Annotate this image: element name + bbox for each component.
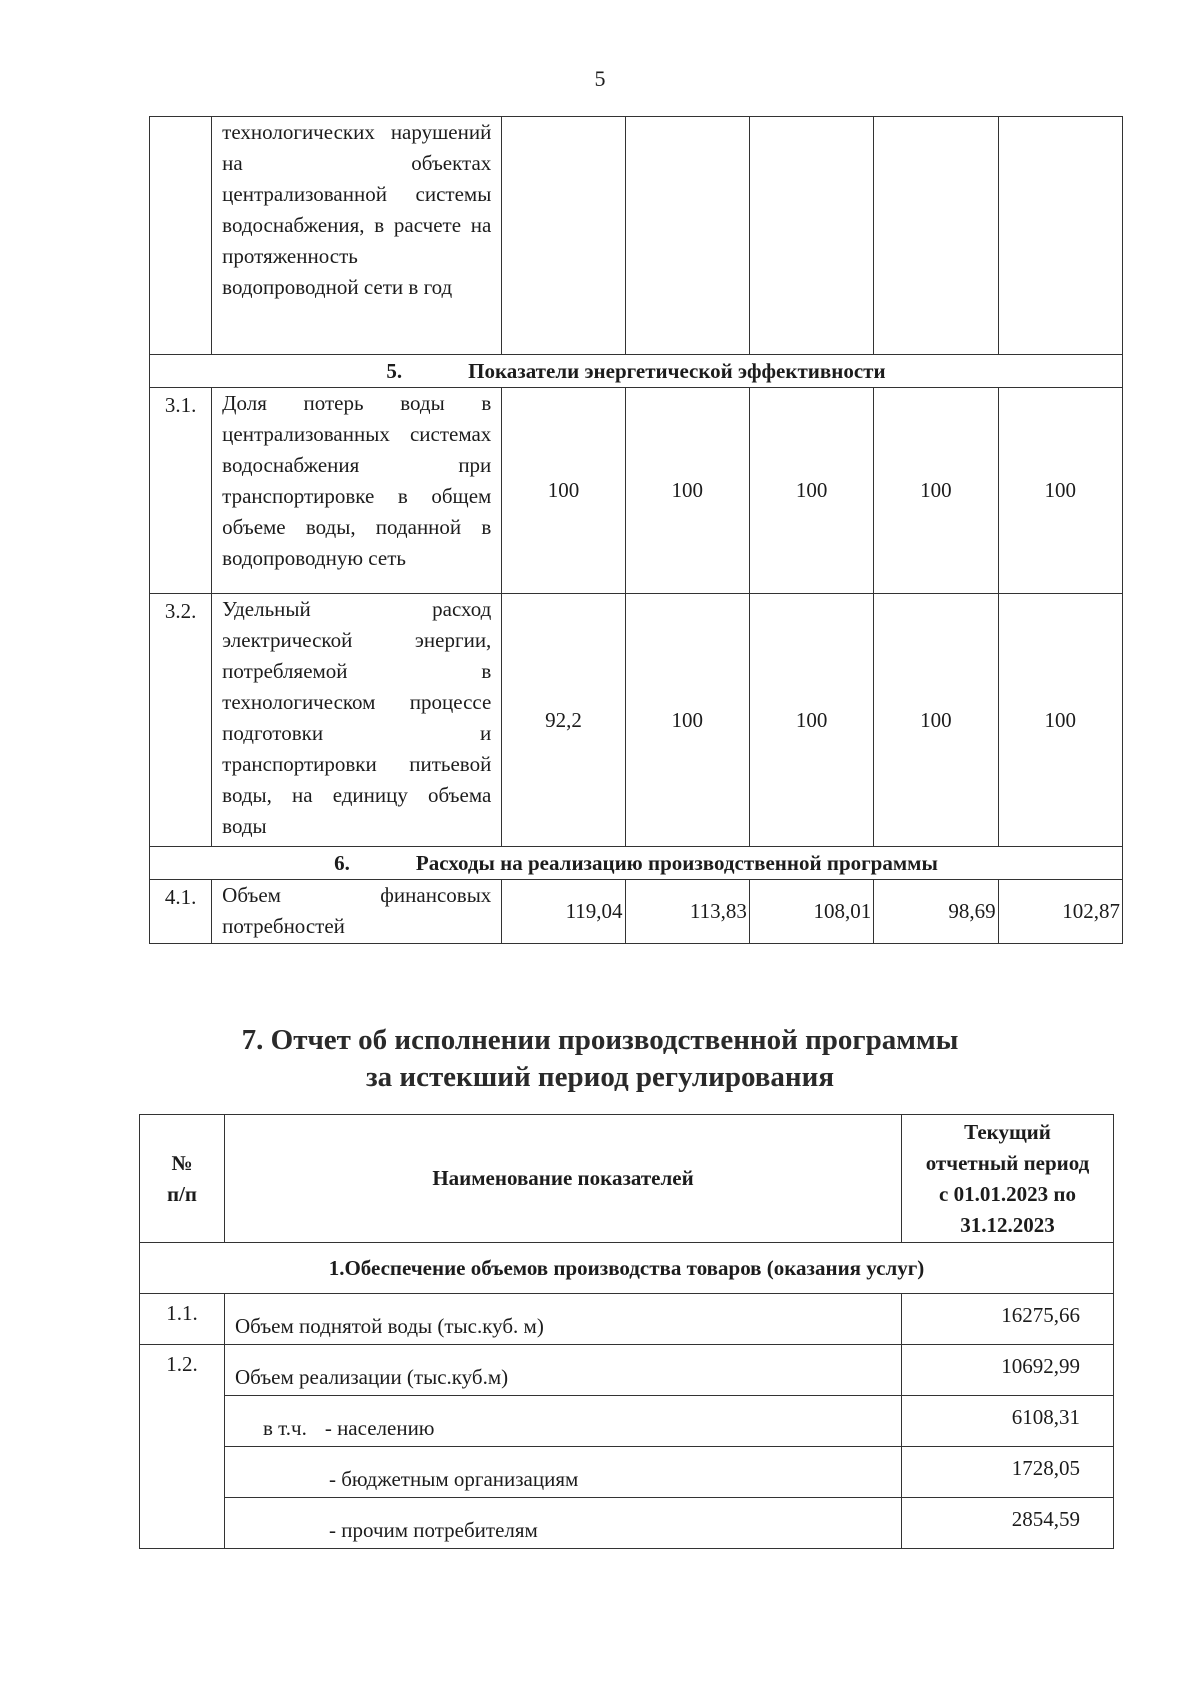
value-cell: 100 — [998, 594, 1122, 847]
indicator-name-cell: Объем поднятой воды (тыс.куб. м) — [225, 1294, 902, 1345]
header-num-line: п/п — [166, 1181, 198, 1206]
value-cell: 119,04 — [502, 880, 625, 944]
table-row — [150, 117, 1123, 355]
value-cell: 100 — [502, 388, 625, 594]
indicator-name-cell: технологических нарушений на объектах централизованной системы водоснабжения, в расчете на протяженность водопроводной сети в год — [212, 117, 502, 355]
section-number: 5. — [386, 358, 403, 383]
section-row — [140, 1243, 1114, 1294]
section-heading — [150, 355, 1123, 388]
value-cell: 113,83 — [625, 880, 749, 944]
column-header-name: Наименование показателей — [225, 1115, 902, 1243]
value-cell: 16275,66 — [902, 1294, 1114, 1345]
table-row — [140, 1294, 1114, 1345]
section-row — [150, 847, 1123, 880]
table-row — [140, 1498, 1114, 1549]
page-number: 5 — [594, 66, 606, 91]
section-heading — [150, 847, 1123, 880]
section-number: 6. — [334, 850, 350, 875]
section-title: Показатели энергетической эффективности — [468, 358, 886, 383]
heading-line-2: за истекший период регулирования — [365, 1061, 835, 1093]
row-number-cell: 3.2. — [150, 594, 212, 847]
value-cell: 6108,31 — [902, 1396, 1114, 1447]
value-cell: 2854,59 — [902, 1498, 1114, 1549]
indicator-name-cell — [225, 1447, 902, 1498]
indicator-name-cell — [225, 1396, 902, 1447]
value-cell: 100 — [625, 388, 749, 594]
row-number-cell — [150, 117, 212, 355]
table-row — [150, 880, 1123, 944]
value-cell: 10692,99 — [902, 1345, 1114, 1396]
row-number-cell: 1.1. — [140, 1294, 225, 1345]
table-row — [140, 1447, 1114, 1498]
header-num-line: № — [171, 1150, 193, 1175]
subitem-label: - бюджетным организациям — [329, 1467, 579, 1491]
value-cell: 100 — [998, 388, 1122, 594]
value-cell: 100 — [749, 594, 873, 847]
section-title-7 — [0, 1022, 1200, 1096]
value-cell: 100 — [749, 388, 873, 594]
table-row — [140, 1345, 1114, 1396]
value-cell — [625, 117, 749, 355]
indicator-name-cell: Объем реализации (тыс.куб.м) — [225, 1345, 902, 1396]
value-cell — [998, 117, 1122, 355]
subitem-label: - населению — [324, 1416, 435, 1440]
value-cell: 100 — [625, 594, 749, 847]
value-cell: 100 — [874, 594, 998, 847]
header-period-line: с 01.01.2023 по — [939, 1181, 1076, 1206]
row-number-cell: 4.1. — [150, 880, 212, 944]
header-period-line: Текущий — [964, 1119, 1051, 1144]
value-cell: 98,69 — [874, 880, 998, 944]
indicator-name-cell: Объем финансовых потребностей — [212, 880, 502, 944]
value-cell: 108,01 — [749, 880, 873, 944]
subitem-label: - прочим потребителям — [329, 1518, 538, 1542]
indicator-name-cell — [225, 1498, 902, 1549]
column-header-number — [140, 1115, 225, 1243]
value-cell: 100 — [874, 388, 998, 594]
table-row — [150, 594, 1123, 847]
report-table — [139, 1114, 1114, 1549]
header-row — [140, 1115, 1114, 1243]
value-cell — [874, 117, 998, 355]
header-period-line: отчетный период — [925, 1150, 1090, 1175]
row-number-cell: 3.1. — [150, 388, 212, 594]
value-cell: 92,2 — [502, 594, 625, 847]
indicator-name-cell: Доля потерь воды в централизованных системах водоснабжения при транспортировке в общем объеме воды, поданной в водопроводную сеть — [212, 388, 502, 594]
value-cell — [749, 117, 873, 355]
indicator-name-cell: Удельный расход электрической энергии, потребляемой в технологическом процессе подготовки и транспортировки питьевой воды, на единицу объема воды — [212, 594, 502, 847]
value-cell: 1728,05 — [902, 1447, 1114, 1498]
header-period-line: 31.12.2023 — [960, 1212, 1055, 1237]
section-title: Расходы на реализацию производственной программы — [415, 850, 938, 875]
table-row — [140, 1396, 1114, 1447]
column-header-period — [902, 1115, 1114, 1243]
value-cell — [502, 117, 625, 355]
value-cell: 102,87 — [998, 880, 1122, 944]
indicators-table — [149, 116, 1123, 944]
section-heading: 1.Обеспечение объемов производства товаров (оказания услуг) — [140, 1243, 1114, 1294]
including-prefix: в т.ч. — [263, 1416, 307, 1440]
table-row — [150, 388, 1123, 594]
row-number-cell: 1.2. — [140, 1345, 225, 1549]
section-row — [150, 355, 1123, 388]
heading-line-1: 7. Отчет об исполнении производственной программы — [241, 1024, 959, 1056]
